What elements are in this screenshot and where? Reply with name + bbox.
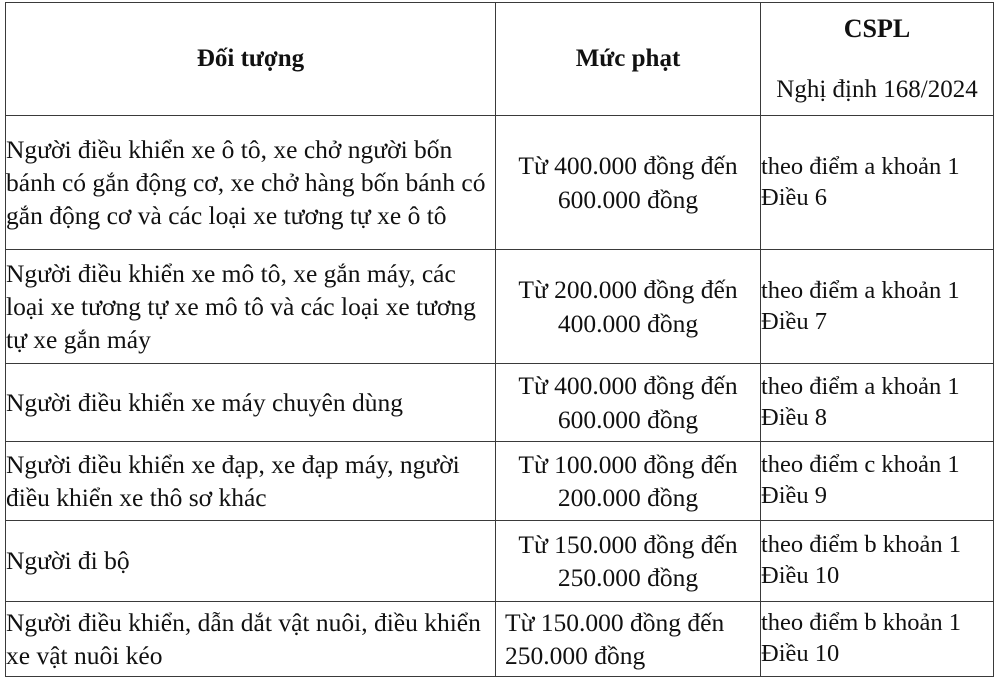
cell-subject: Người điều khiển, dẫn dắt vật nuôi, điều khiển xe vật nuôi kéo bbox=[6, 602, 496, 677]
table-header bbox=[6, 3, 994, 116]
table-header-row bbox=[6, 3, 994, 116]
table-row bbox=[6, 364, 994, 442]
cell-legal-basis: theo điểm a khoản 1 Điều 8 bbox=[761, 364, 994, 442]
cell-legal-basis: theo điểm b khoản 1 Điều 10 bbox=[761, 521, 994, 602]
column-header-subject-label: Đối tượng bbox=[196, 45, 305, 72]
table-row bbox=[6, 442, 994, 521]
column-header-legal-basis-label: CSPL bbox=[843, 14, 911, 43]
table-row bbox=[6, 602, 994, 677]
column-header-fine bbox=[496, 3, 761, 116]
cell-fine: Từ 400.000 đồng đến 600.000 đồng bbox=[496, 364, 761, 442]
cell-subject: Người điều khiển xe mô tô, xe gắn máy, các loại xe tương tự xe mô tô và các loại xe tương tự xe gắn máy bbox=[6, 250, 496, 364]
table-row bbox=[6, 521, 994, 602]
table-row bbox=[6, 250, 994, 364]
cell-subject: Người điều khiển xe đạp, xe đạp máy, người điều khiển xe thô sơ khác bbox=[6, 442, 496, 521]
table-body bbox=[6, 116, 994, 677]
cell-fine: Từ 200.000 đồng đến 400.000 đồng bbox=[496, 250, 761, 364]
cell-legal-basis: theo điểm b khoản 1 Điều 10 bbox=[761, 602, 994, 677]
cell-subject: Người điều khiển xe ô tô, xe chở người bốn bánh có gắn động cơ, xe chở hàng bốn bánh có gắn động cơ và các loại xe tương tự xe ô tô bbox=[6, 116, 496, 250]
cell-subject: Người đi bộ bbox=[6, 521, 496, 602]
cell-legal-basis: theo điểm c khoản 1 Điều 9 bbox=[761, 442, 994, 521]
cell-fine: Từ 100.000 đồng đến 200.000 đồng bbox=[496, 442, 761, 521]
cell-fine: Từ 400.000 đồng đến 600.000 đồng bbox=[496, 116, 761, 250]
penalty-table bbox=[5, 2, 994, 677]
cell-subject: Người điều khiển xe máy chuyên dùng bbox=[6, 364, 496, 442]
cell-legal-basis: theo điểm a khoản 1 Điều 6 bbox=[761, 116, 994, 250]
column-header-subject bbox=[6, 3, 496, 116]
cell-legal-basis: theo điểm a khoản 1 Điều 7 bbox=[761, 250, 994, 364]
column-header-fine-label: Mức phạt bbox=[575, 45, 681, 72]
table-row bbox=[6, 116, 994, 250]
column-header-legal-basis-sublabel: Nghị định 168/2024 bbox=[776, 75, 978, 103]
cell-fine: Từ 150.000 đồng đến 250.000 đồng bbox=[496, 602, 761, 677]
cell-fine: Từ 150.000 đồng đến 250.000 đồng bbox=[496, 521, 761, 602]
column-header-legal-basis bbox=[761, 3, 994, 116]
